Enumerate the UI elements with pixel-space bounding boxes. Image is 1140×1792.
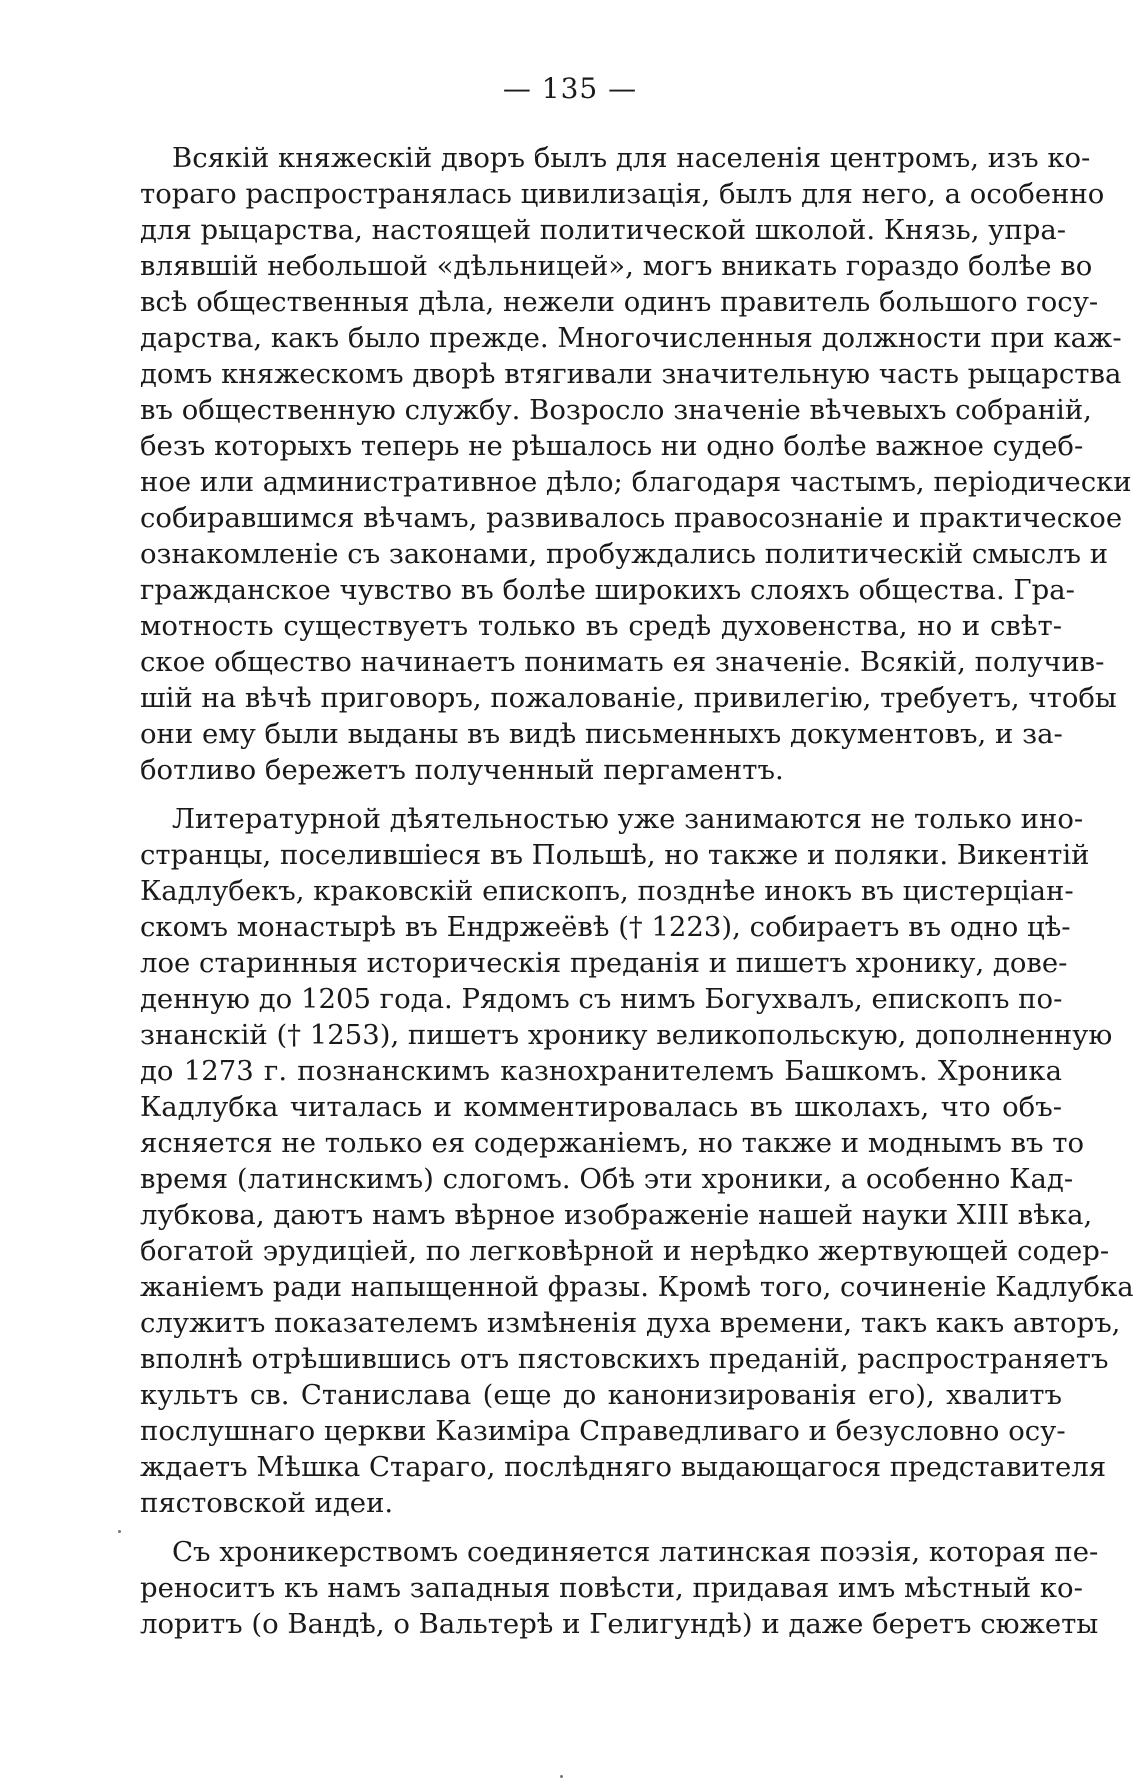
- text-line: до 1273 г. познанскимъ казнохранителемъ Башкомъ. Хроника: [140, 1055, 1062, 1087]
- paper-speck: [118, 1530, 121, 1533]
- text-line: скомъ монастырѣ въ Ендржеёвѣ († 1223), собираетъ въ одно цѣ-: [140, 911, 1071, 943]
- paragraph-1: [140, 140, 1132, 788]
- text-line: собиравшимся вѣчамъ, развивалось правосознаніе и практическое: [140, 502, 1123, 534]
- text-line: пястовской идеи.: [140, 1487, 394, 1519]
- text-line: тораго распространялась цивилизація, былъ для него, а особенно: [140, 178, 1105, 210]
- text-line: реноситъ къ намъ западныя повѣсти, придавая имъ мѣстный ко-: [140, 1572, 1083, 1604]
- text-line: денную до 1205 года. Рядомъ съ нимъ Богухвалъ, епископъ по-: [140, 983, 1063, 1015]
- body-text: [140, 140, 1134, 1655]
- text-line: въ общественную службу. Возросло значеніе вѣчевыхъ собраній,: [140, 394, 1092, 426]
- paragraph-2: [140, 801, 1134, 1521]
- text-line: лубкова, даютъ намъ вѣрное изображеніе нашей науки XIII вѣка,: [140, 1199, 1093, 1231]
- text-line: домъ княжескомъ дворѣ втягивали значительную часть рыцарства: [140, 358, 1122, 390]
- text-line: жаніемъ ради напыщенной фразы. Кромѣ того, сочиненіе Кадлубка: [140, 1271, 1134, 1303]
- text-line: шій на вѣчѣ приговоръ, пожалованіе, привилегію, требуетъ, чтобы: [140, 682, 1117, 714]
- text-line: время (латинскимъ) слогомъ. Обѣ эти хроники, а особенно Кад-: [140, 1163, 1074, 1195]
- text-line: влявшій небольшой «дѣльницей», могъ вникать гораздо болѣе во: [140, 250, 1093, 282]
- text-line: ное или административное дѣло; благодаря частымъ, періодически: [140, 466, 1132, 498]
- paragraph-3: [140, 1534, 1099, 1642]
- text-line: ское общество начинаетъ понимать ея значеніе. Всякій, получив-: [140, 646, 1105, 678]
- text-line: дарства, какъ было прежде. Многочисленныя должности при каж-: [140, 322, 1122, 354]
- text-line: служитъ показателемъ измѣненія духа времени, такъ какъ авторъ,: [140, 1307, 1121, 1339]
- text-line: всѣ общественныя дѣла, нежели одинъ правитель большого госу-: [140, 286, 1099, 318]
- text-line: гражданское чувство въ болѣе широкихъ слояхъ общества. Гра-: [140, 574, 1075, 606]
- text-line: вполнѣ отрѣшившись отъ пястовскихъ преданій, распространяетъ: [140, 1343, 1109, 1375]
- text-line: богатой эрудиціей, по легковѣрной и нерѣдко жертвующей содер-: [140, 1235, 1110, 1267]
- text-line: ясняется не только ея содержаніемъ, но также и моднымъ въ то: [140, 1127, 1085, 1159]
- text-line: Съ хроникерствомъ соединяется латинская поэзія, которая пе-: [172, 1536, 1099, 1568]
- text-line: Кадлубка читалась и комментировалась въ школахъ, что объ-: [140, 1091, 1062, 1123]
- text-line: Литературной дѣятельностью уже занимаются не только ино-: [172, 803, 1084, 835]
- paper-speck: [560, 1775, 563, 1778]
- text-line: безъ которыхъ теперь не рѣшалось ни одно болѣе важное судеб-: [140, 430, 1084, 462]
- text-line: ознакомленіе съ законами, пробуждались политическій смыслъ и: [140, 538, 1109, 570]
- text-line: мотность существуетъ только въ средѣ духовенства, но и свѣт-: [140, 610, 1062, 642]
- text-line: лое старинныя историческія преданія и пишетъ хронику, дове-: [140, 947, 1068, 979]
- text-line: Всякій княжескій дворъ былъ для населенія центромъ, изъ ко-: [172, 142, 1091, 174]
- text-line: лоритъ (о Вандѣ, о Вальтерѣ и Гелигундѣ) и даже беретъ сюжеты: [140, 1608, 1099, 1640]
- text-line: они ему были выданы въ видѣ письменныхъ документовъ, и за-: [140, 718, 1063, 750]
- text-line: Кадлубекъ, краковскій епископъ, позднѣе инокъ въ цистерціан-: [140, 875, 1074, 907]
- text-line: послушнаго церкви Казиміра Справедливаго и безусловно осу-: [140, 1415, 1066, 1447]
- text-line: ждаетъ Мѣшка Стараго, послѣдняго выдающагося представителя: [140, 1451, 1107, 1483]
- text-line: культъ св. Станислава (еще до канонизированія его), хвалитъ: [140, 1379, 1062, 1411]
- text-line: для рыцарства, настоящей политической школой. Князь, упра-: [140, 214, 1067, 246]
- page-number: — 135 —: [502, 72, 638, 105]
- text-line: ботливо бережетъ полученный пергаментъ.: [140, 754, 784, 786]
- text-line: знанскій († 1253), пишетъ хронику великопольскую, дополненную: [140, 1019, 1113, 1051]
- text-line: странцы, поселившіеся въ Польшѣ, но также и поляки. Викентій: [140, 839, 1090, 871]
